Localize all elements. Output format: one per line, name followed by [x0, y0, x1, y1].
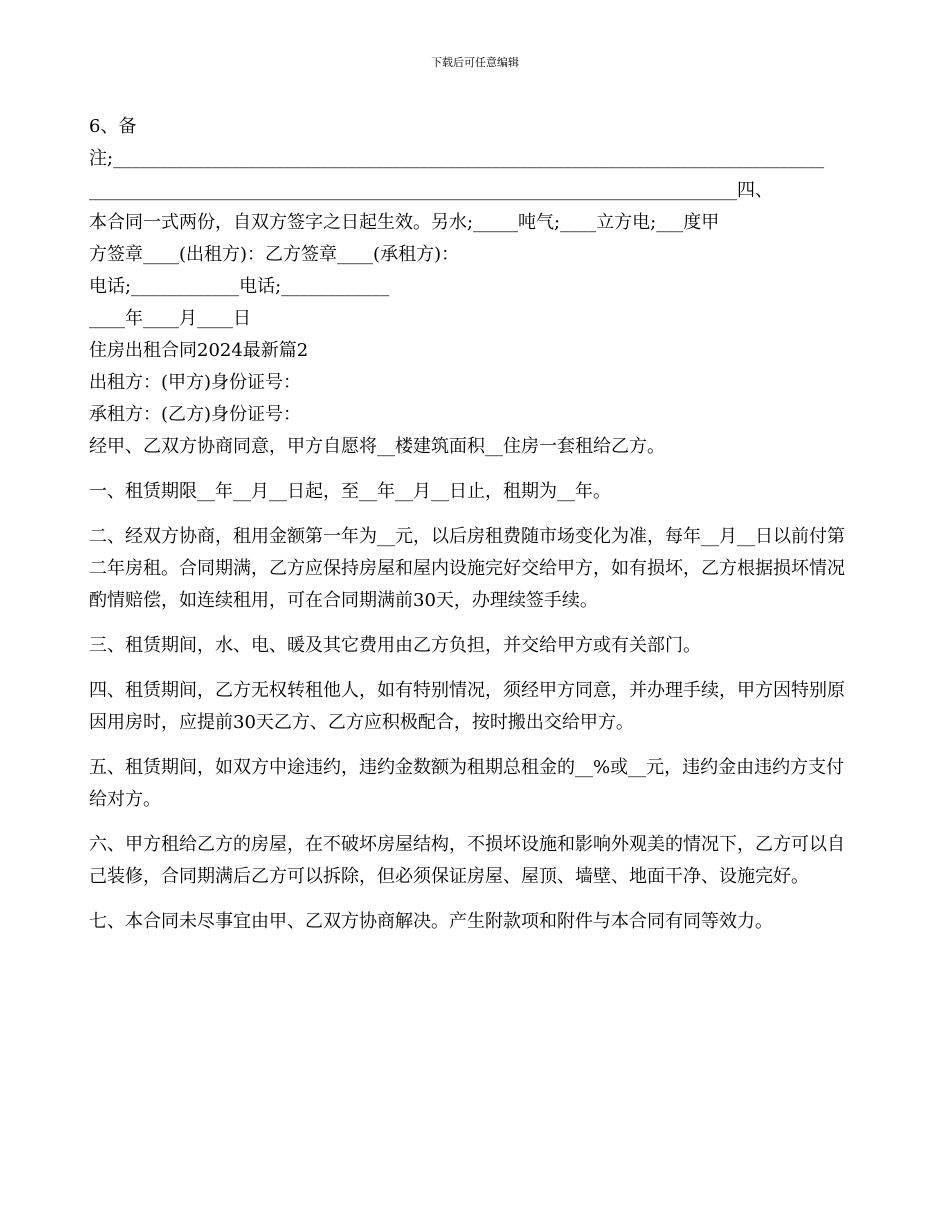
- line-agreement-intro: 经甲、乙双方协商同意，甲方自愿将__楼建筑面积__住房一套租给乙方。: [89, 436, 665, 457]
- line-lessee: 承租方：(乙方)身份证号：: [89, 404, 302, 425]
- line-lessor: 出租方：(甲方)身份证号：: [89, 372, 302, 393]
- line-remark-number: 6、备: [89, 116, 137, 137]
- clause-7-misc: 七、本合同未尽事宜由甲、乙双方协商解决。产生附款项和附件与本合同有同等效力。: [89, 911, 773, 932]
- page-header: 下载后可任意编辑: [431, 56, 519, 69]
- clause-3-fees: 三、租赁期间，水、电、暖及其它费用由乙方负担，并交给甲方或有关部门。: [89, 635, 701, 656]
- document-body: [89, 111, 861, 938]
- clause-1-term: 一、租赁期限__年__月__日起，至__年__月__日止，租期为__年。: [89, 481, 611, 502]
- line-remark-field: 注;_______________________________________________________________________________: [89, 148, 825, 169]
- clause-5-breach: 五、租赁期间，如双方中途违约，违约金数额为租期总租金的__%或__元，违约金由违约方支付给对方。: [89, 757, 845, 810]
- clause-4-sublet: 四、租赁期间，乙方无权转租他人，如有特别情况，须经甲方同意，并办理手续，甲方因特别原因用房时，应提前30天乙方、乙方应积极配合，按时搬出交给甲方。: [89, 680, 845, 733]
- line-date: ____年____月____日: [89, 308, 251, 329]
- line-effective-clause: 本合同一式两份，自双方签字之日起生效。另水;_____吨气;____立方电;___度甲: [89, 212, 720, 233]
- line-phones: 电话;____________电话;____________: [89, 276, 390, 297]
- clause-6-renovation: 六、甲方租给乙方的房屋，在不破坏房屋结构，不损坏设施和影响外观美的情况下，乙方可以自己装修，合同期满后乙方可以拆除，但必须保证房屋、屋顶、墙壁、地面干净、设施完好。: [89, 834, 845, 887]
- line-signatures: 方签章____(出租方)：乙方签章____(承租方)：: [89, 244, 460, 265]
- line-remark-continued: ________________________________________________________________________四、: [89, 180, 773, 201]
- section-title: 住房出租合同2024最新篇2: [89, 340, 309, 361]
- clause-2-rent: 二、经双方协商，租用金额第一年为__元，以后房租费随市场变化为准，每年__月__日以前付第二年房租。合同期满，乙方应保持房屋和屋内设施完好交给甲方，如有损坏，乙方根据损坏情况酌情赔偿，如连续租用，可在合同期满前30天，办理续签手续。: [89, 526, 845, 611]
